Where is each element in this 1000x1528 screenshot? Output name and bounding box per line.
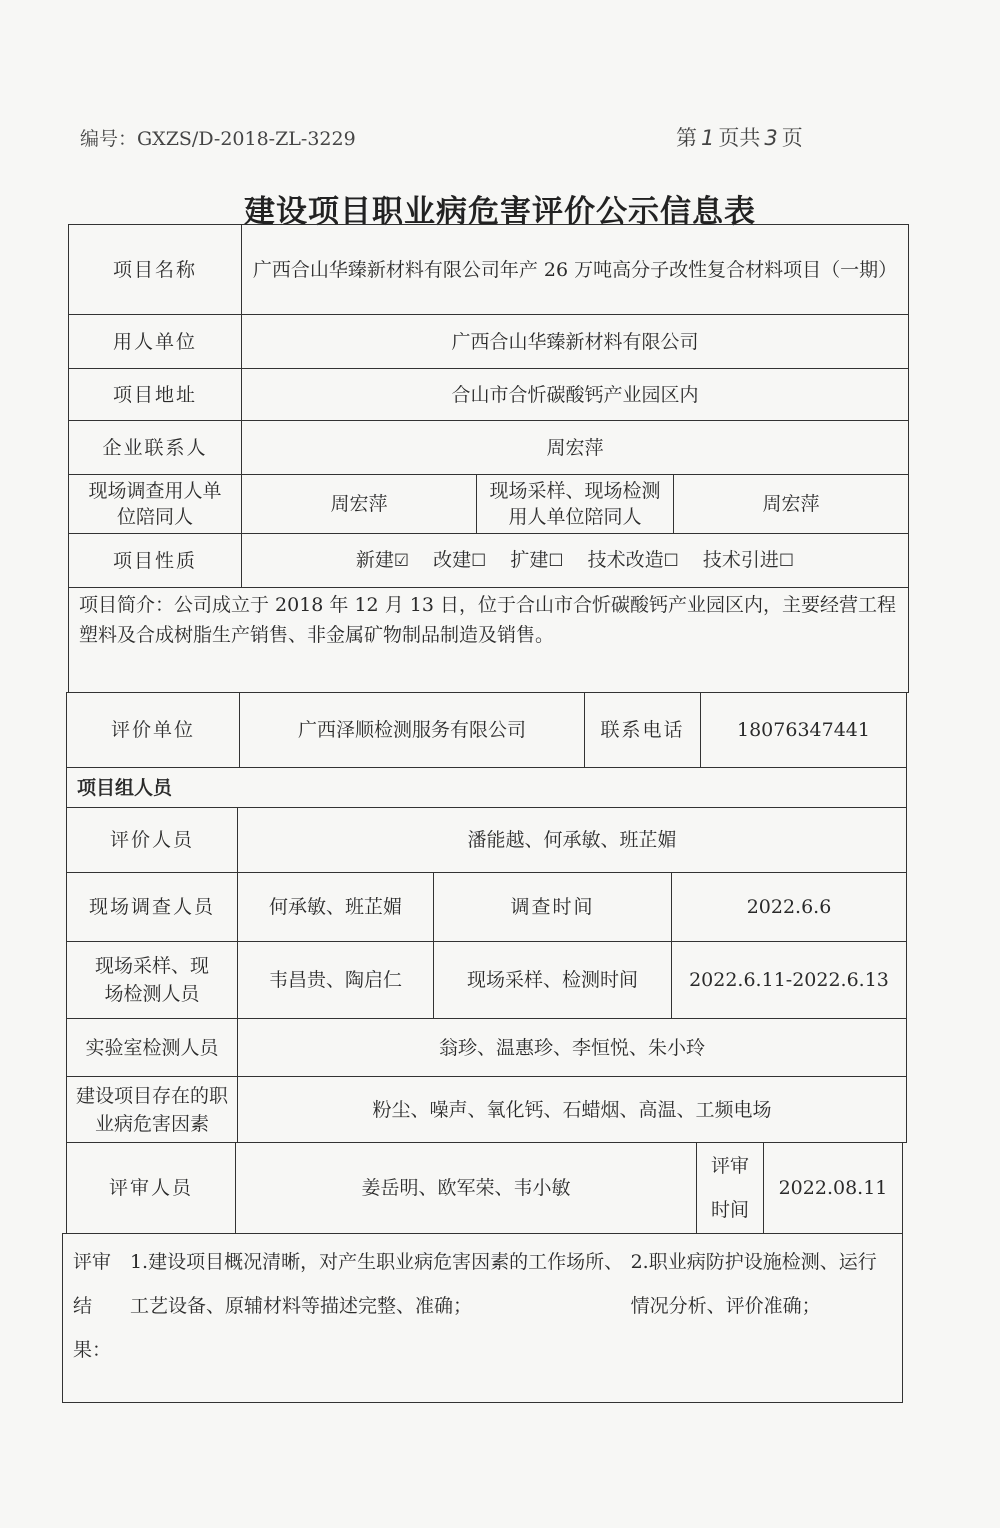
sampling-time-value: 2022.6.11-2022.6.13	[671, 941, 907, 1019]
project-summary: 项目简介：公司成立于 2018 年 12 月 13 日，位于合山市合忻碳酸钙产业园区内，主要经营工程塑料及合成树脂生产销售、非金属矿物制品制造及销售。	[68, 587, 909, 693]
review-time-value: 2022.08.11	[763, 1142, 903, 1234]
page-total: 3	[764, 126, 778, 150]
phone-value: 18076347441	[700, 692, 907, 768]
survey-escort-label: 现场调查用人单位陪同人	[68, 474, 242, 534]
site-survey-value: 何承敏、班芷媚	[237, 872, 434, 942]
conclusion-item: 1.建设项目概况清晰，对产生职业病危害因素的工作场所、工艺设备、原辅材料等描述完整、准确；	[129, 1251, 624, 1317]
page-mid: 页共	[718, 126, 761, 150]
sampling-time-label: 现场采样、检测时间	[433, 941, 672, 1019]
sampling-value: 韦昌贵、陶启仁	[237, 941, 434, 1019]
project-name-value: 广西合山华臻新材料有限公司年产 26 万吨高分子改性复合材料项目（一期）	[241, 224, 909, 315]
survey-time-value: 2022.6.6	[671, 872, 907, 942]
employer-value: 广西合山华臻新材料有限公司	[241, 314, 909, 369]
survey-escort-value: 周宏萍	[241, 474, 477, 534]
team-heading: 项目组人员	[66, 767, 907, 808]
address-value: 合山市合忻碳酸钙产业园区内	[241, 368, 909, 421]
checkbox-icon: ☐	[471, 551, 487, 571]
document-serial: 编号：GXZS/D-2018-ZL-3229	[80, 128, 356, 150]
page-title: 建设项目职业病危害评价公示信息表	[244, 194, 756, 230]
sampling-escort-label: 现场采样、现场检测用人单位陪同人	[476, 474, 674, 534]
option-text: 新建	[355, 549, 394, 571]
checkbox-icon: ☐	[663, 551, 679, 571]
nature-label: 项目性质	[68, 533, 242, 588]
sampling-escort-value: 周宏萍	[673, 474, 909, 534]
option-text: 技术改造	[587, 549, 664, 571]
lab-value: 翁珍、温惠珍、李恒悦、朱小玲	[237, 1018, 907, 1077]
checkbox-icon: ☐	[778, 551, 795, 571]
nature-option-tech-upgrade	[588, 546, 679, 575]
nature-option-rebuild	[433, 546, 486, 575]
sampling-label: 现场采样、现场检测人员	[66, 941, 238, 1019]
contact-label: 企业联系人	[68, 420, 242, 475]
page-prefix: 第	[676, 126, 697, 150]
evaluator-value: 广西泽顺检测服务有限公司	[239, 692, 585, 768]
employer-label: 用人单位	[68, 314, 242, 369]
option-text: 改建	[433, 549, 472, 571]
project-name-label: 项目名称	[68, 224, 242, 315]
checkbox-icon: ☐	[548, 551, 564, 571]
nature-option-new	[356, 546, 409, 575]
assessors-value: 潘能越、何承敏、班芷媚	[237, 807, 907, 873]
page-current: 1	[701, 126, 715, 150]
conclusion-block	[62, 1233, 903, 1403]
nature-option-tech-import	[703, 546, 794, 575]
conclusion-item: 2.职业病防护设施检测、运行情况分析、评价准确；	[630, 1251, 877, 1317]
hazards-value: 粉尘、噪声、氧化钙、石蜡烟、高温、工频电场	[237, 1076, 907, 1143]
checkbox-checked-icon: ☑	[393, 551, 410, 571]
phone-label: 联系电话	[584, 692, 701, 768]
nature-option-expand	[510, 546, 563, 575]
review-label: 评审人员	[66, 1142, 236, 1234]
site-survey-label: 现场调查人员	[66, 872, 238, 942]
review-time-label: 评审时间	[696, 1142, 764, 1234]
nature-options	[241, 533, 909, 588]
contact-value: 周宏萍	[241, 420, 909, 475]
assessors-label: 评价人员	[66, 807, 238, 873]
evaluator-label: 评价单位	[66, 692, 240, 768]
survey-time-label: 调查时间	[433, 872, 672, 942]
option-text: 技术引进	[702, 549, 779, 571]
conclusion-heading: 评审结果：	[73, 1251, 112, 1361]
address-label: 项目地址	[68, 368, 242, 421]
option-text: 扩建	[510, 549, 549, 571]
hazards-label: 建设项目存在的职业病危害因素	[66, 1076, 238, 1143]
review-value: 姜岳明、欧军荣、韦小敏	[235, 1142, 697, 1234]
lab-label: 实验室检测人员	[66, 1018, 238, 1077]
page-indicator	[676, 122, 803, 152]
page-suffix: 页	[781, 126, 803, 150]
